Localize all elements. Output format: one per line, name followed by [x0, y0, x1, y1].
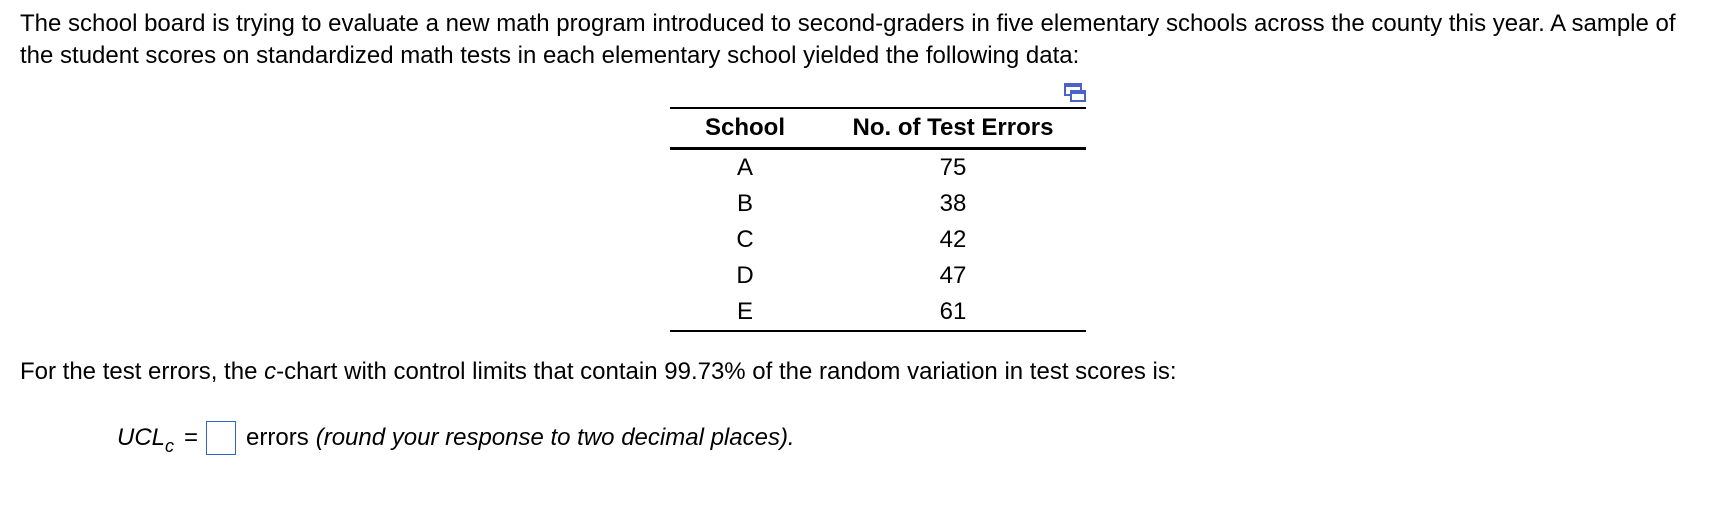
question-prefix: For the test errors, the	[20, 358, 265, 385]
test-errors-table	[670, 107, 1086, 332]
school-cell: D	[736, 262, 754, 289]
table-row	[670, 186, 1086, 222]
errors-cell: 42	[939, 226, 967, 253]
question-suffix: -chart with control limits that contain 99.73% of the random variation in test scores is:	[276, 358, 1177, 385]
ucl-label: UCL	[117, 424, 166, 451]
school-cell: A	[736, 154, 753, 181]
table-row	[670, 222, 1086, 258]
ucl-answer-row	[117, 419, 795, 457]
equals-sign: =	[184, 424, 199, 451]
table-row	[670, 294, 1086, 331]
errors-cell: 75	[939, 154, 967, 181]
problem-intro: The school board is trying to evaluate a new math program introduced to second-graders in five elementary schools across the county this year. A sample of the student scores on standardized math tests in each elementary school yielded the following data:	[20, 10, 1676, 69]
errors-cell: 47	[939, 262, 967, 289]
rounding-instruction: (round your response to two decimal places).	[315, 424, 795, 451]
question-text	[20, 356, 1177, 388]
table-header-row	[670, 108, 1086, 149]
errors-cell: 38	[939, 190, 967, 217]
school-cell: B	[736, 190, 753, 217]
table-row	[670, 258, 1086, 294]
chart-name: c	[264, 358, 277, 385]
ucl-answer-input[interactable]	[206, 421, 236, 455]
header-school: School	[670, 108, 820, 149]
units-label: errors	[246, 424, 309, 451]
school-cell: C	[736, 226, 754, 253]
copy-table-icon[interactable]	[1063, 82, 1087, 104]
ucl-subscript: c	[165, 436, 175, 456]
school-cell: E	[670, 294, 820, 331]
header-test-errors: No. of Test Errors	[820, 108, 1086, 149]
table-row	[670, 149, 1086, 187]
errors-cell: 61	[820, 294, 1086, 331]
